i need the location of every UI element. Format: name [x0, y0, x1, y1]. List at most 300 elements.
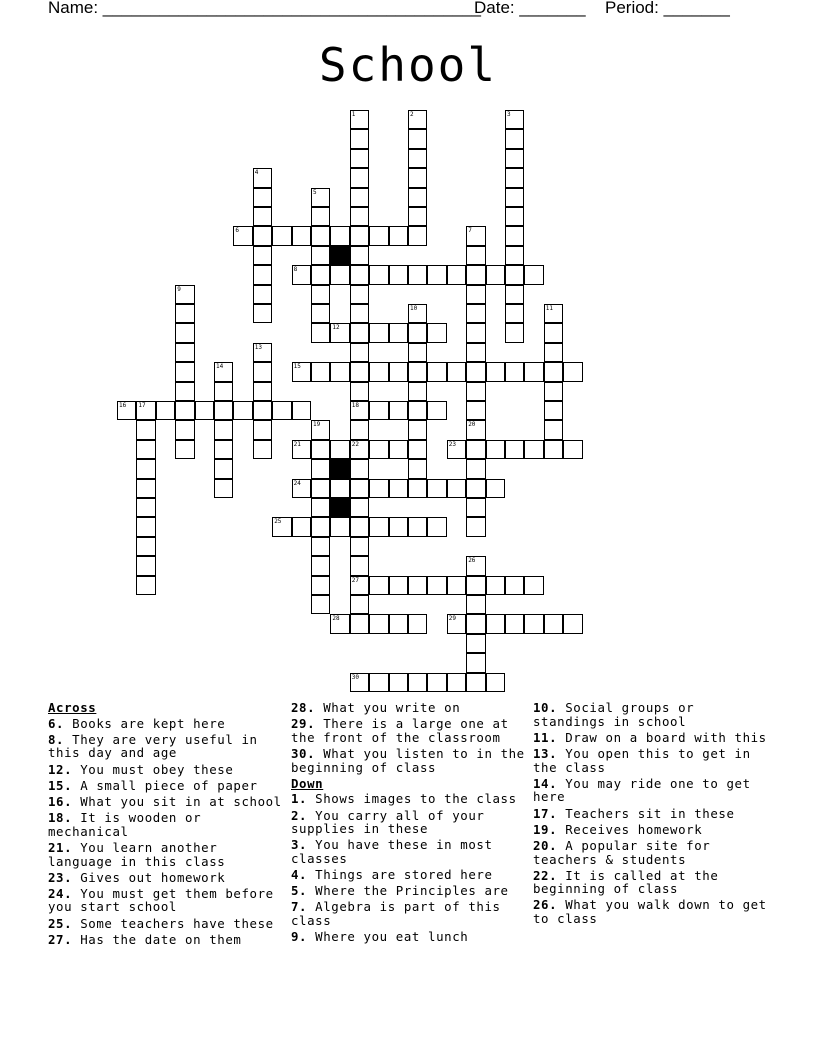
grid-cell[interactable]	[350, 343, 369, 362]
grid-cell[interactable]	[466, 440, 485, 459]
grid-cell[interactable]	[311, 188, 330, 207]
grid-cell[interactable]	[427, 362, 446, 381]
clue-item-number: 18.	[48, 810, 73, 826]
grid-cell[interactable]	[311, 246, 330, 265]
grid-cell[interactable]	[350, 479, 369, 498]
grid-cell[interactable]	[408, 614, 427, 633]
grid-cell[interactable]	[350, 362, 369, 381]
clue-number: 27	[351, 576, 360, 584]
clue-item-text: Things are stored here	[307, 867, 493, 883]
clue-number: 3	[507, 111, 511, 118]
clue-item-text: Where the Principles are	[307, 883, 509, 899]
grid-cell[interactable]	[272, 226, 291, 245]
grid-cell[interactable]	[311, 323, 330, 342]
grid-cell[interactable]	[486, 479, 505, 498]
grid-cell[interactable]	[253, 246, 272, 265]
grid-cell[interactable]	[505, 168, 524, 187]
grid-cell[interactable]	[175, 420, 194, 439]
grid-cell[interactable]	[311, 576, 330, 595]
grid-cell[interactable]	[466, 459, 485, 478]
clue-number: 29	[448, 615, 457, 623]
grid-cell[interactable]	[544, 382, 563, 401]
grid-cell[interactable]	[505, 323, 524, 342]
clue-item-text: Draw on a board with this	[557, 729, 767, 745]
grid-cell[interactable]	[466, 556, 485, 575]
grid-cell[interactable]	[253, 226, 272, 245]
grid-cell[interactable]	[486, 440, 505, 459]
grid-cell[interactable]	[369, 479, 388, 498]
grid-cell[interactable]	[408, 304, 427, 323]
grid-cell[interactable]	[311, 420, 330, 439]
grid-cell[interactable]	[369, 517, 388, 536]
grid-cell[interactable]	[505, 246, 524, 265]
grid-cell[interactable]	[544, 362, 563, 381]
grid-cell[interactable]	[292, 479, 311, 498]
grid-cell[interactable]	[214, 420, 233, 439]
clue-item	[291, 701, 527, 715]
grid-cell[interactable]	[447, 440, 466, 459]
grid-cell[interactable]	[427, 265, 446, 284]
grid-cell[interactable]	[389, 479, 408, 498]
grid-cell[interactable]	[389, 440, 408, 459]
grid-cell[interactable]	[389, 401, 408, 420]
grid-cell[interactable]	[175, 382, 194, 401]
grid-cell[interactable]	[175, 440, 194, 459]
grid-cell[interactable]	[466, 226, 485, 245]
grid-cell[interactable]	[311, 537, 330, 556]
grid-cell[interactable]	[350, 595, 369, 614]
grid-cell[interactable]	[408, 323, 427, 342]
grid-cell[interactable]	[311, 440, 330, 459]
clue-number: 24	[293, 479, 301, 487]
clue-number: 15	[293, 363, 301, 371]
grid-cell[interactable]	[466, 362, 485, 381]
clue-item-number: 15.	[48, 777, 73, 793]
clue-number: 22	[351, 440, 360, 448]
grid-cell[interactable]	[544, 323, 563, 342]
grid-cell[interactable]	[350, 459, 369, 478]
grid-cell[interactable]	[447, 614, 466, 633]
grid-cell[interactable]	[408, 188, 427, 207]
clue-item	[48, 733, 284, 760]
grid-cell[interactable]	[253, 401, 272, 420]
grid-cell[interactable]	[505, 207, 524, 226]
grid-cell[interactable]	[408, 343, 427, 362]
grid-cell[interactable]	[544, 304, 563, 323]
grid-cell[interactable]	[311, 595, 330, 614]
grid-cell[interactable]	[311, 207, 330, 226]
clue-item-text: Has the date on them	[72, 931, 242, 947]
grid-cell[interactable]	[389, 323, 408, 342]
grid-cell[interactable]	[505, 576, 524, 595]
grid-cell[interactable]	[408, 440, 427, 459]
grid-cell[interactable]	[136, 479, 155, 498]
grid-cell[interactable]	[117, 401, 136, 420]
grid-cell[interactable]	[350, 420, 369, 439]
grid-cell[interactable]	[544, 420, 563, 439]
grid-cell[interactable]	[136, 576, 155, 595]
grid-cell[interactable]	[466, 498, 485, 517]
grid-cell[interactable]	[544, 440, 563, 459]
grid-cell[interactable]	[253, 440, 272, 459]
grid-cell[interactable]	[466, 265, 485, 284]
grid-cell[interactable]	[214, 401, 233, 420]
grid-cell[interactable]	[253, 343, 272, 362]
grid-cell[interactable]	[350, 265, 369, 284]
grid-cell[interactable]	[486, 673, 505, 692]
grid-cell[interactable]	[253, 382, 272, 401]
grid-cell[interactable]	[369, 265, 388, 284]
clue-number: 13	[254, 343, 263, 351]
grid-cell[interactable]	[136, 537, 155, 556]
grid-cell[interactable]	[350, 110, 369, 129]
grid-cell[interactable]	[292, 401, 311, 420]
grid-cell[interactable]	[292, 226, 311, 245]
grid-cell[interactable]	[524, 265, 543, 284]
grid-cell[interactable]	[408, 110, 427, 129]
grid-cell[interactable]	[505, 265, 524, 284]
grid-cell[interactable]	[486, 265, 505, 284]
grid-cell[interactable]	[350, 323, 369, 342]
grid-cell[interactable]	[311, 226, 330, 245]
grid-cell[interactable]	[292, 440, 311, 459]
grid-cell[interactable]	[136, 517, 155, 536]
grid-cell[interactable]	[466, 285, 485, 304]
grid-cell[interactable]	[311, 498, 330, 517]
clue-item-number: 1.	[291, 791, 308, 807]
clue-item-number: 17.	[533, 805, 558, 821]
grid-cell[interactable]	[136, 440, 155, 459]
grid-cell[interactable]	[447, 673, 466, 692]
grid-cell[interactable]	[369, 614, 388, 633]
clue-item-text: Social groups or standings in school	[533, 700, 695, 729]
clue-number: 6	[235, 227, 240, 235]
grid-cell[interactable]	[408, 207, 427, 226]
grid-cell[interactable]	[369, 673, 388, 692]
grid-cell[interactable]	[505, 440, 524, 459]
grid-cell[interactable]	[466, 420, 485, 439]
grid-cell[interactable]	[524, 614, 543, 633]
period-field[interactable]: Period: _______	[605, 0, 730, 17]
grid-cell[interactable]	[447, 362, 466, 381]
grid-cell[interactable]	[330, 517, 349, 536]
grid-cell[interactable]	[408, 459, 427, 478]
grid-cell[interactable]	[350, 401, 369, 420]
clue-item-number: 20.	[533, 837, 558, 853]
grid-cell[interactable]	[350, 285, 369, 304]
grid-cell[interactable]	[369, 362, 388, 381]
grid-cell[interactable]	[427, 401, 446, 420]
grid-cell[interactable]	[408, 265, 427, 284]
clue-number: 11	[545, 305, 554, 312]
clue-item-text: What you write on	[315, 700, 461, 715]
grid-cell[interactable]	[136, 420, 155, 439]
grid-cell[interactable]	[408, 129, 427, 148]
grid-cell[interactable]	[330, 614, 349, 633]
grid-cell[interactable]	[447, 265, 466, 284]
grid-cell[interactable]	[466, 576, 485, 595]
grid-cell[interactable]	[330, 323, 349, 342]
clue-item-number: 2.	[291, 807, 308, 823]
grid-cell[interactable]	[408, 479, 427, 498]
grid-cell[interactable]	[427, 576, 446, 595]
grid-cell[interactable]	[350, 168, 369, 187]
grid-cell[interactable]	[486, 576, 505, 595]
clue-item	[291, 884, 527, 898]
grid-cell[interactable]	[330, 362, 349, 381]
grid-cell[interactable]	[486, 614, 505, 633]
grid-cell[interactable]	[136, 556, 155, 575]
grid-cell[interactable]	[311, 285, 330, 304]
clue-item	[48, 811, 284, 838]
grid-cell[interactable]	[408, 362, 427, 381]
grid-cell[interactable]	[544, 401, 563, 420]
grid-cell[interactable]	[311, 265, 330, 284]
grid-cell[interactable]	[156, 401, 175, 420]
grid-cell[interactable]	[466, 343, 485, 362]
clue-item	[48, 917, 284, 931]
grid-cell[interactable]	[350, 537, 369, 556]
clue-item	[291, 717, 527, 744]
grid-cell[interactable]	[389, 517, 408, 536]
grid-cell[interactable]	[311, 304, 330, 323]
grid-cell[interactable]	[330, 440, 349, 459]
grid-cell[interactable]	[466, 673, 485, 692]
grid-cell[interactable]	[466, 304, 485, 323]
grid-cell[interactable]	[563, 614, 582, 633]
clue-item-text: You open this to get in the class	[533, 745, 751, 775]
grid-cell[interactable]	[505, 149, 524, 168]
grid-cell[interactable]	[136, 459, 155, 478]
grid-cell[interactable]	[330, 479, 349, 498]
grid-cell[interactable]	[350, 576, 369, 595]
grid-cell[interactable]	[330, 226, 349, 245]
grid-cell[interactable]	[427, 479, 446, 498]
grid-cell[interactable]	[466, 614, 485, 633]
grid-cell[interactable]	[253, 207, 272, 226]
clue-item-number: 26.	[533, 897, 558, 913]
grid-cell[interactable]	[427, 673, 446, 692]
grid-cell[interactable]	[544, 343, 563, 362]
grid-cell[interactable]	[408, 226, 427, 245]
grid-cell[interactable]	[195, 401, 214, 420]
clue-item-text: What you sit in at school	[72, 793, 282, 809]
clue-number: 28	[332, 615, 340, 623]
clue-item-text: What you walk down to get to class	[533, 897, 767, 927]
grid-cell[interactable]	[292, 362, 311, 381]
grid-cell[interactable]	[486, 362, 505, 381]
clue-item-number: 24.	[48, 885, 73, 901]
grid-cell[interactable]	[350, 226, 369, 245]
grid-cell[interactable]	[389, 673, 408, 692]
grid-cell[interactable]	[350, 207, 369, 226]
grid-cell[interactable]	[136, 401, 155, 420]
grid-cell[interactable]	[233, 401, 252, 420]
clue-number: 2	[410, 111, 414, 118]
grid-cell[interactable]	[311, 517, 330, 536]
grid-cell[interactable]	[311, 479, 330, 498]
grid-cell[interactable]	[350, 304, 369, 323]
grid-cell[interactable]	[311, 556, 330, 575]
clue-item-text: Algebra is part of this class	[291, 899, 501, 929]
grid-cell[interactable]	[408, 149, 427, 168]
grid-cell[interactable]	[350, 129, 369, 148]
grid-cell[interactable]	[389, 576, 408, 595]
puzzle-title: School	[318, 38, 498, 92]
grid-cell[interactable]	[524, 576, 543, 595]
grid-cell[interactable]	[563, 362, 582, 381]
grid-cell[interactable]	[350, 246, 369, 265]
clue-item	[533, 807, 773, 821]
grid-cell[interactable]	[253, 304, 272, 323]
clue-item-number: 4.	[291, 867, 308, 883]
grid-cell[interactable]	[505, 304, 524, 323]
grid-cell[interactable]	[175, 401, 194, 420]
clue-number: 7	[468, 227, 472, 235]
clue-item-text: You must obey these	[72, 761, 234, 777]
grid-cell[interactable]	[350, 673, 369, 692]
grid-cell[interactable]	[563, 440, 582, 459]
grid-cell[interactable]	[175, 323, 194, 342]
grid-cell[interactable]	[350, 149, 369, 168]
clue-item-number: 23.	[48, 869, 73, 885]
grid-cell[interactable]	[505, 614, 524, 633]
clue-item	[48, 933, 284, 947]
grid-cell[interactable]	[447, 576, 466, 595]
grid-cell[interactable]	[369, 401, 388, 420]
grid-cell[interactable]	[466, 479, 485, 498]
grid-cell[interactable]	[544, 614, 563, 633]
clue-number: 8	[293, 266, 298, 274]
clue-item-number: 7.	[291, 899, 308, 915]
clue-item-number: 27.	[48, 931, 73, 947]
grid-cell[interactable]	[311, 459, 330, 478]
clue-item	[533, 839, 773, 866]
grid-cell[interactable]	[524, 362, 543, 381]
grid-cell[interactable]	[427, 517, 446, 536]
grid-cell[interactable]	[214, 440, 233, 459]
grid-cell[interactable]	[272, 517, 291, 536]
grid-cell[interactable]	[369, 323, 388, 342]
grid-cell[interactable]	[214, 459, 233, 478]
clue-item	[533, 869, 773, 896]
grid-cell[interactable]	[408, 420, 427, 439]
grid-cell[interactable]	[408, 168, 427, 187]
grid-cell[interactable]	[253, 168, 272, 187]
grid-cell[interactable]	[408, 401, 427, 420]
grid-cell[interactable]	[389, 226, 408, 245]
black-cell	[330, 459, 349, 478]
grid-cell[interactable]	[408, 673, 427, 692]
grid-cell[interactable]	[408, 382, 427, 401]
grid-cell[interactable]	[505, 129, 524, 148]
grid-cell[interactable]	[466, 595, 485, 614]
grid-cell[interactable]	[466, 382, 485, 401]
clue-number: 30	[351, 673, 360, 681]
grid-cell[interactable]	[408, 576, 427, 595]
grid-cell[interactable]	[233, 226, 252, 245]
grid-cell[interactable]	[253, 362, 272, 381]
grid-cell[interactable]	[505, 362, 524, 381]
grid-cell[interactable]	[447, 479, 466, 498]
grid-cell[interactable]	[272, 401, 291, 420]
grid-cell[interactable]	[253, 188, 272, 207]
grid-cell[interactable]	[466, 634, 485, 653]
grid-cell[interactable]	[524, 440, 543, 459]
grid-cell[interactable]	[350, 517, 369, 536]
grid-cell[interactable]	[350, 498, 369, 517]
clue-item	[291, 747, 527, 774]
clue-item-text: They are very useful in this day and age	[48, 731, 258, 761]
grid-cell[interactable]	[466, 517, 485, 536]
grid-cell[interactable]	[253, 285, 272, 304]
clue-item	[48, 763, 284, 777]
clue-number: 20	[468, 421, 476, 429]
grid-cell[interactable]	[505, 110, 524, 129]
clue-number: 5	[313, 188, 317, 196]
grid-cell[interactable]	[466, 653, 485, 672]
clue-item-number: 14.	[533, 775, 558, 791]
grid-cell[interactable]	[175, 343, 194, 362]
grid-cell[interactable]	[214, 362, 233, 381]
grid-cell[interactable]	[136, 498, 155, 517]
clue-item-number: 21.	[48, 839, 73, 855]
grid-cell[interactable]	[369, 226, 388, 245]
grid-cell[interactable]	[253, 420, 272, 439]
grid-cell[interactable]	[350, 440, 369, 459]
grid-cell[interactable]	[408, 517, 427, 536]
across-heading: Across	[48, 700, 97, 715]
grid-cell[interactable]	[175, 362, 194, 381]
clue-item-text: Teachers sit in these	[557, 805, 735, 821]
clue-number: 16	[119, 402, 127, 409]
grid-cell[interactable]	[350, 188, 369, 207]
grid-cell[interactable]	[427, 323, 446, 342]
clue-number: 9	[177, 285, 181, 293]
grid-cell[interactable]	[466, 401, 485, 420]
clue-number: 21	[293, 440, 301, 448]
grid-cell[interactable]	[505, 226, 524, 245]
grid-cell[interactable]	[505, 188, 524, 207]
date-field[interactable]: Date: _______	[474, 0, 586, 17]
grid-cell[interactable]	[292, 265, 311, 284]
clue-item	[48, 779, 284, 793]
grid-cell[interactable]	[389, 614, 408, 633]
grid-cell[interactable]	[369, 576, 388, 595]
grid-cell[interactable]	[466, 323, 485, 342]
grid-cell[interactable]	[253, 265, 272, 284]
clue-item-text: It is wooden or mechanical	[48, 810, 202, 839]
grid-cell[interactable]	[350, 556, 369, 575]
clue-item-number: 8.	[48, 731, 65, 747]
grid-cell[interactable]	[330, 265, 349, 284]
grid-cell[interactable]	[350, 382, 369, 401]
grid-cell[interactable]	[369, 440, 388, 459]
grid-cell[interactable]	[175, 304, 194, 323]
clue-number: 19	[313, 421, 321, 429]
grid-cell[interactable]	[389, 265, 408, 284]
grid-cell[interactable]	[214, 479, 233, 498]
grid-cell[interactable]	[311, 362, 330, 381]
grid-cell[interactable]	[175, 285, 194, 304]
name-field[interactable]: Name: ________________________________________	[48, 0, 481, 17]
grid-cell[interactable]	[292, 517, 311, 536]
grid-cell[interactable]	[466, 246, 485, 265]
grid-cell[interactable]	[505, 285, 524, 304]
grid-cell[interactable]	[214, 382, 233, 401]
grid-cell[interactable]	[350, 614, 369, 633]
grid-cell[interactable]	[389, 362, 408, 381]
